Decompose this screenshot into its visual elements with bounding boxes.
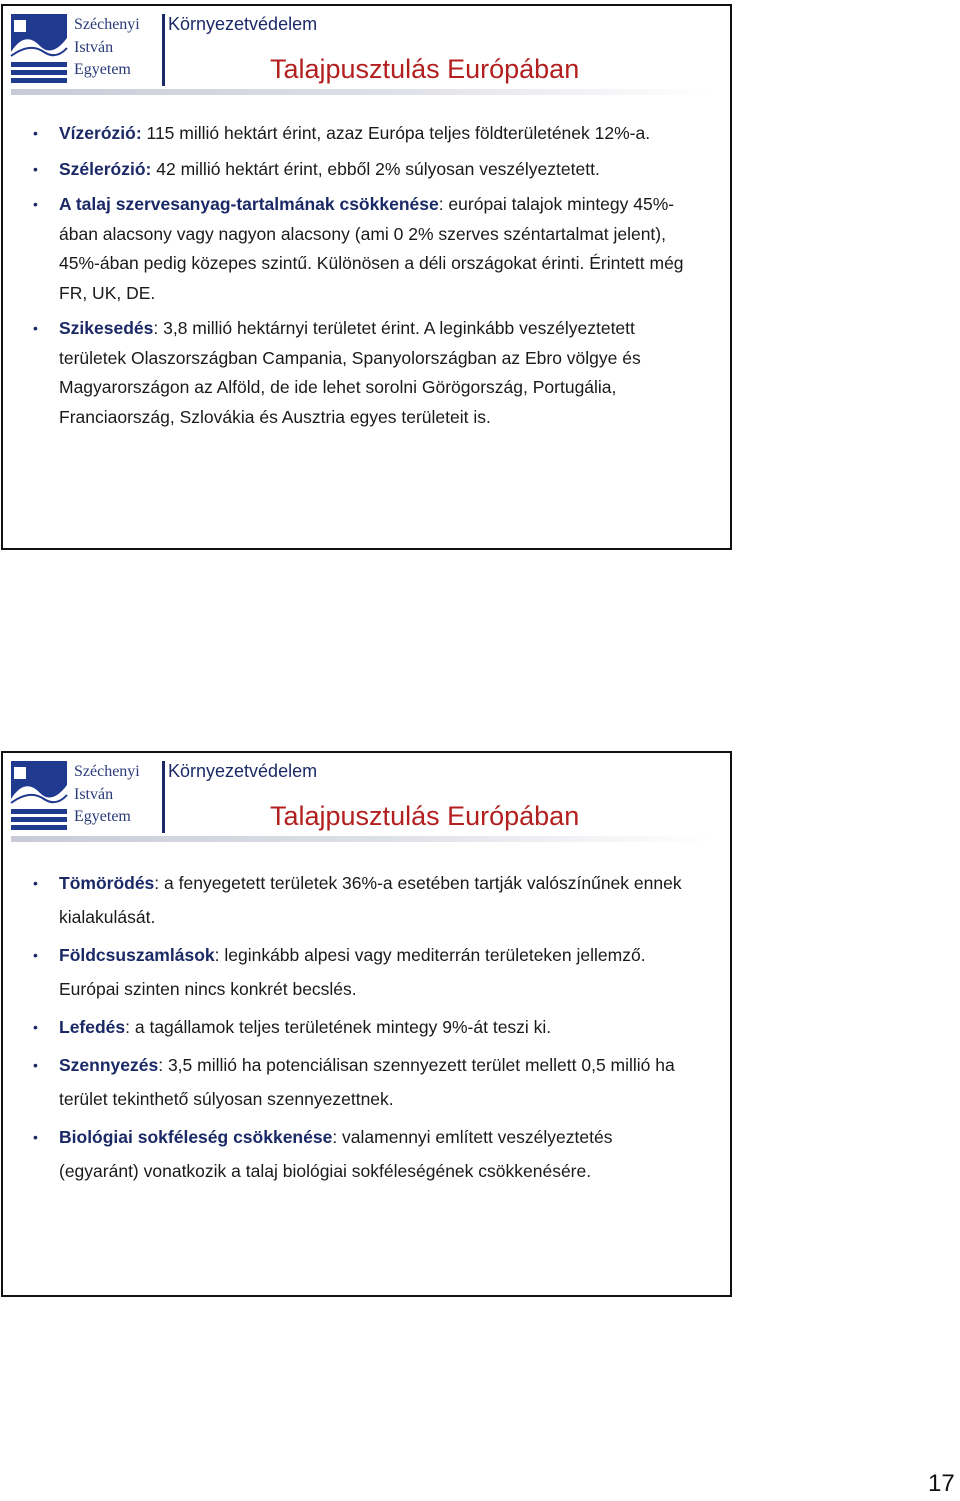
list-item <box>27 866 687 934</box>
bullet-term: Földcsuszamlások <box>59 945 215 965</box>
bullet-term: Szélerózió: <box>59 158 152 179</box>
bullet-text: : 3,5 millió ha potenciálisan szennyezett terület mellett 0,5 millió ha terület tekinthető súlyosan szennyezettnek. <box>59 1055 675 1109</box>
bullet-icon: • <box>33 320 38 336</box>
bullet-list <box>27 119 687 438</box>
bullet-text: 42 millió hektárt érint, ebből 2% súlyosan veszélyeztetett. <box>151 158 600 179</box>
header-divider <box>162 14 165 86</box>
university-logo-icon <box>10 12 68 88</box>
university-name-line: István <box>74 785 114 803</box>
bullet-icon: • <box>33 125 38 141</box>
university-logo-icon <box>10 759 68 835</box>
bullet-icon: • <box>33 947 38 963</box>
list-item <box>27 190 687 308</box>
title-underline <box>11 836 711 842</box>
slide-2 <box>1 751 732 1297</box>
course-subject: Környezetvédelem <box>168 14 318 34</box>
university-name <box>74 761 140 829</box>
title-underline <box>11 89 711 95</box>
list-item <box>27 314 687 432</box>
bullet-icon: • <box>33 1129 38 1145</box>
bullet-term: Lefedés <box>59 1017 126 1037</box>
list-item <box>27 1010 687 1044</box>
bullet-term: A talaj szervesanyag-tartalmának csökkenése <box>59 194 439 214</box>
university-name-line: István <box>74 38 114 56</box>
university-name-line: Széchenyi <box>74 16 140 33</box>
list-item <box>27 1120 687 1188</box>
bullet-text: : a tagállamok teljes területének mintegy 9%-át teszi ki. <box>125 1017 552 1037</box>
bullet-term: Biológiai sokféleség csökkenése <box>59 1127 333 1147</box>
slide-title: Talajpusztulás Európában <box>270 54 580 84</box>
university-name-line: Egyetem <box>74 61 131 78</box>
bullet-term: Tömörödés <box>59 873 155 893</box>
slide-1 <box>1 4 732 550</box>
list-item <box>27 119 687 149</box>
bullet-text: : a fenyegetett területek 36%-a esetében tartják valószínűnek ennek kialakulását. <box>59 873 682 927</box>
page-number: 17 <box>928 1470 955 1497</box>
bullet-icon: • <box>33 1057 38 1073</box>
slide-title: Talajpusztulás Európában <box>270 801 580 831</box>
bullet-term: Szennyezés <box>59 1055 159 1075</box>
bullet-list <box>27 866 687 1192</box>
bullet-text: : valamennyi említett veszélyeztetés (egyaránt) vonatkozik a talaj biológiai sokféleségének csökkenésére. <box>59 1127 613 1181</box>
university-name-line: Széchenyi <box>74 763 140 780</box>
bullet-term: Szikesedés <box>59 318 154 338</box>
list-item <box>27 1048 687 1116</box>
bullet-icon: • <box>33 875 38 891</box>
list-item <box>27 155 687 185</box>
university-name-line: Egyetem <box>74 808 131 825</box>
list-item <box>27 938 687 1006</box>
course-subject: Környezetvédelem <box>168 761 318 781</box>
bullet-text: : európai talajok mintegy 45%-ában alacsony vagy nagyon alacsony (ami 0 2% szerves széntartalmat jelent), 45%-ában pedig közepes szintű. Különösen a déli országokat érinti. Érintett még FR, UK, DE. <box>59 194 684 303</box>
bullet-icon: • <box>33 160 38 177</box>
bullet-text: 115 millió hektárt érint, azaz Európa teljes földterületének 12%-a. <box>141 123 651 143</box>
header-divider <box>162 761 165 833</box>
bullet-icon: • <box>33 1019 38 1035</box>
bullet-text: : 3,8 millió hektárnyi területet érint. A leginkább veszélyeztetett területek Olaszországban Campania, Spanyolországban az Ebro völgye és Magyarországon az Alföld, de ide lehet sorolni Görögország, Portugália, Franciaország, Szlovákia és Ausztria egyes területeit is. <box>59 318 641 427</box>
university-name <box>74 14 140 82</box>
bullet-text: : leginkább alpesi vagy mediterrán területeken jellemző. Európai szinten nincs konkrét becslés. <box>59 945 646 999</box>
bullet-icon: • <box>33 196 38 212</box>
bullet-term: Vízerózió: <box>59 123 142 143</box>
